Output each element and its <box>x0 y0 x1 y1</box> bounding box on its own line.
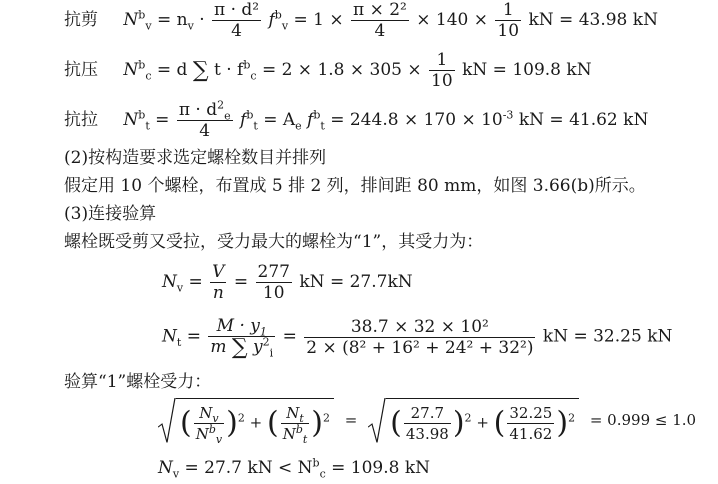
nt-frac2 <box>304 317 535 358</box>
paragraph-1: 假定用 10 个螺栓，布置成 5 排 2 列，排间距 80 mm，如图 3.66(b)所示。 <box>64 176 646 196</box>
num-frac-b <box>507 403 554 444</box>
final-result: = 109.8 kN <box>331 458 431 478</box>
nt-frac1-num-sub: 1 <box>259 325 267 339</box>
shear-lhs-sup: b <box>138 8 146 22</box>
rad-frac-a <box>194 403 224 444</box>
final-nv: N <box>158 458 173 478</box>
nt-frac1 <box>208 316 275 358</box>
num-sq-b: 2 <box>568 411 576 425</box>
final-rest-sup: b <box>312 456 320 470</box>
bearing-part1: = d <box>156 60 188 80</box>
shear-frac2-den: 4 <box>374 21 386 41</box>
nt-den-m: m <box>210 337 227 357</box>
shear-part1-sub: v <box>187 19 194 33</box>
paragraph-2: 螺栓既受剪又受拉，受力最大的螺栓为“1”，其受力为： <box>64 232 484 252</box>
tension-f2-sub: t <box>320 119 325 133</box>
nt-result: kN = 32.25 kN <box>542 326 673 347</box>
tension-frac-num <box>177 100 233 121</box>
shear-lhs: N <box>123 10 139 30</box>
nt-eq2: = <box>282 326 297 347</box>
shear-formula <box>64 0 658 41</box>
num-frac-b-num: 32.25 <box>509 404 553 422</box>
nv-lhs-sub: v <box>176 281 184 295</box>
shear-f-sub: v <box>281 19 289 33</box>
nv-frac2 <box>256 262 292 303</box>
nv-formula <box>162 262 413 303</box>
tension-result: = 244.8 × 170 × 10 <box>330 110 503 130</box>
shear-label: 抗剪 <box>64 10 98 30</box>
rad-sq-a: 2 <box>237 411 245 425</box>
bearing-part2-sub: c <box>250 69 257 83</box>
bearing-part2-sup: b <box>243 58 251 72</box>
tension-frac-num-text: π · d <box>178 100 218 120</box>
shear-f-sup: b <box>274 8 282 22</box>
nt-den-y-sup: 2 <box>262 335 270 349</box>
final-check <box>158 456 431 481</box>
nt-den-sigma: ∑ <box>231 335 248 360</box>
nv-lhs: N <box>162 272 177 292</box>
nt-frac1-num-text: M · y <box>216 316 260 336</box>
nt-frac2-num: 38.7 × 32 × 10² <box>304 317 535 338</box>
shear-frac1-num: π · d² <box>214 0 260 20</box>
bearing-result: kN = 109.8 kN <box>462 60 592 80</box>
nt-lhs-sub: t <box>176 335 182 349</box>
tension-frac <box>177 100 233 141</box>
nt-lhs: N <box>162 326 177 347</box>
shear-frac3 <box>495 0 521 41</box>
bearing-frac-den: 10 <box>431 71 453 91</box>
nt-formula <box>162 316 672 358</box>
tension-f-sub: t <box>253 119 258 133</box>
radical-symbolic: ( $\frac{N_v}{N^b_v}$ )$^2$ + ( $\frac{N_t}{N^b_t}$ )$^2$ <box>158 398 334 444</box>
bearing-frac <box>429 50 455 91</box>
bearing-lhs-sup: b <box>138 58 146 72</box>
nv-eq2: = <box>233 272 249 292</box>
nv-frac1 <box>210 262 226 303</box>
tension-lhs-sub: t <box>145 119 150 133</box>
combined-eq: = <box>344 411 358 429</box>
rad-plus-a: + <box>249 413 263 432</box>
bearing-frac-num: 1 <box>429 50 455 71</box>
nt-eq: = <box>186 326 201 347</box>
rad-frac-b <box>281 403 310 444</box>
heading-3: (3)连接验算 <box>64 204 157 224</box>
tension-mid: = A <box>263 110 296 130</box>
nv-frac1-num: V <box>212 262 225 282</box>
shear-part1: = n <box>156 10 188 30</box>
tension-formula <box>64 100 648 141</box>
nt-den-y: y <box>253 337 263 357</box>
combined-check <box>158 398 696 444</box>
nt-frac2-den: 2 × (8² + 16² + 24² + 32²) <box>306 337 534 358</box>
bearing-formula <box>64 50 592 91</box>
rad-frac-b-num: $N_t$ <box>281 403 310 424</box>
tension-f: f <box>240 110 247 130</box>
shear-frac3-num: 1 <box>495 0 521 21</box>
shear-frac1 <box>212 0 261 41</box>
nv-frac2-num: 277 <box>257 262 290 282</box>
shear-frac2-num: π × 2² <box>353 0 407 20</box>
tension-f2-sup: b <box>313 108 321 122</box>
radical-sign-icon <box>368 398 386 444</box>
bearing-sigma: ∑ <box>192 58 209 83</box>
tension-exp: -3 <box>502 108 514 122</box>
radical-numeric: ( $\frac{27.7}{43.98}$ )$^2$ + ( $\frac{32.25}{41.62}$ )$^2$ <box>368 398 579 444</box>
shear-dot: · <box>199 10 205 30</box>
nv-result: kN = 27.7kN <box>299 272 413 292</box>
tension-f2: f <box>307 110 314 130</box>
combined-result: = 0.999 ≤ 1.0 <box>589 411 697 429</box>
num-frac-a-den: 43.98 <box>405 425 449 443</box>
rad-frac-a-num: $N_v$ <box>194 403 224 424</box>
tension-frac-den: 4 <box>199 121 211 141</box>
num-sq-a: 2 <box>464 411 472 425</box>
tension-label: 抗拉 <box>64 110 98 130</box>
rad-frac-b-den: $N^b_t$ <box>282 423 308 446</box>
nt-frac1-num <box>208 316 275 337</box>
nt-den-y-sub: i <box>269 346 274 360</box>
shear-mid2: × 140 × <box>416 10 489 30</box>
tension-f-sup: b <box>246 108 254 122</box>
tension-frac-num-sup: 2 <box>217 98 225 112</box>
final-nv-sub: v <box>172 467 180 481</box>
tension-eq: = <box>155 110 170 130</box>
shear-frac1-den: 4 <box>231 21 242 41</box>
bearing-lhs-sub: c <box>145 69 152 83</box>
nv-frac1-den: n <box>212 283 224 303</box>
tension-result2: kN = 41.62 kN <box>518 110 649 130</box>
shear-f: f <box>268 10 275 30</box>
num-frac-a-num: 27.7 <box>404 403 451 424</box>
shear-result: kN = 43.98 kN <box>528 10 658 30</box>
check-label: 验算“1”螺栓受力： <box>64 372 212 392</box>
num-frac-a <box>404 403 451 444</box>
nv-frac2-den: 10 <box>262 283 285 303</box>
nt-frac1-den <box>208 337 275 358</box>
heading-2: (2)按构造要求选定螺栓数目并排列 <box>64 148 327 168</box>
shear-frac2 <box>351 0 409 41</box>
bearing-mid: = 2 × 1.8 × 305 × <box>261 60 422 80</box>
bearing-part2: t · f <box>213 60 244 80</box>
num-plus: + <box>476 413 489 432</box>
shear-frac3-den: 10 <box>497 21 520 41</box>
tension-lhs: N <box>123 110 139 130</box>
nv-eq: = <box>188 272 203 292</box>
radical-sign-icon <box>158 398 176 444</box>
shear-lhs-sub: v <box>145 19 152 33</box>
num-frac-b-den: 41.62 <box>509 425 553 443</box>
bearing-lhs: N <box>123 60 139 80</box>
final-rest: = 27.7 kN < N <box>184 458 313 478</box>
tension-mid-sub: e <box>295 119 302 133</box>
bearing-label: 抗压 <box>64 60 98 80</box>
rad-sq-b: 2 <box>323 411 330 425</box>
tension-frac-num-sub: e <box>224 109 231 123</box>
shear-mid: = 1 × <box>293 10 344 30</box>
rad-frac-a-den: $N^b_v$ <box>195 423 223 446</box>
tension-lhs-sup: b <box>138 108 146 122</box>
final-rest-sub: c <box>319 467 326 481</box>
